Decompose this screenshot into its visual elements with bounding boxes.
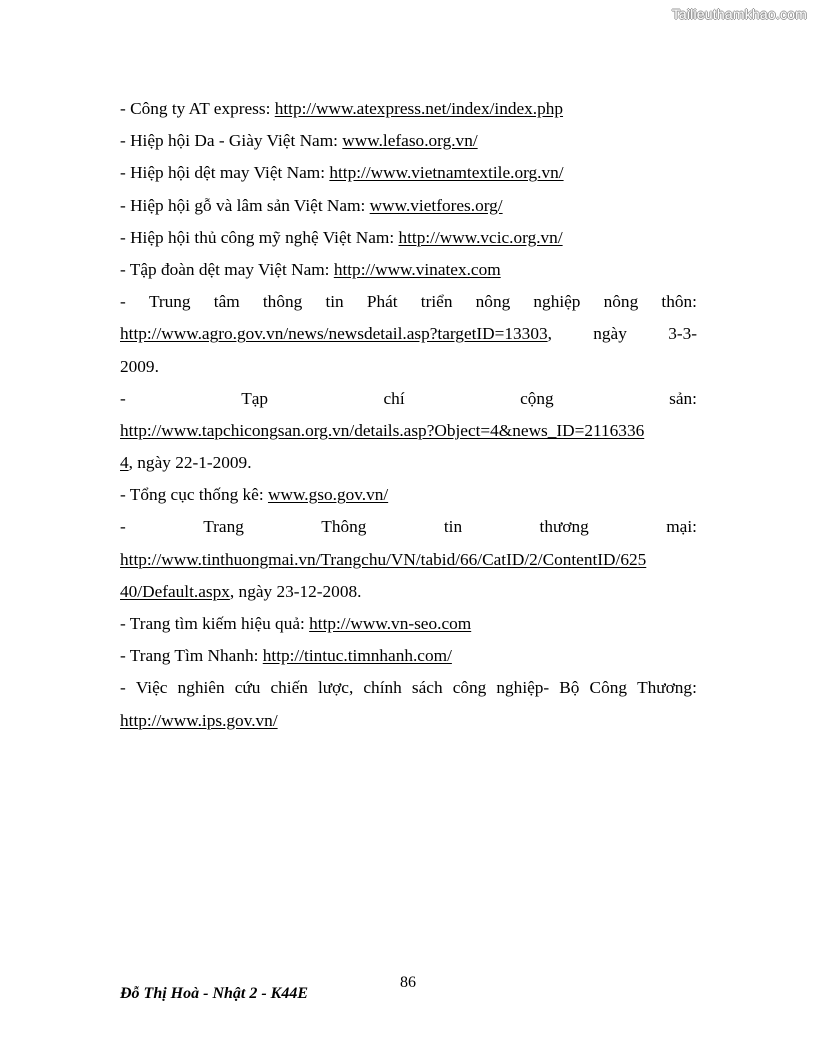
reference-link[interactable]: 4 (120, 453, 129, 473)
reference-link[interactable]: http://www.vcic.org.vn/ (398, 227, 563, 247)
reference-link[interactable]: www.gso.gov.vn/ (267, 485, 389, 505)
list-item-tinthuongmai-link (120, 544, 697, 576)
list-item-ips-link (120, 705, 697, 737)
list-item: - Hiệp hội thủ công mỹ nghệ Việt Nam: http://www.vcic.org.vn/ (120, 227, 563, 247)
reference-link[interactable]: http://www.vietnamtextile.org.vn/ (329, 163, 564, 183)
list-item-tapchi-heading: - Tạp chí cộng sản: (120, 388, 697, 408)
list-item-agro-link: http://www.agro.gov.vn/news/newsdetail.asp?targetID=13303, ngày 3-3- (120, 324, 697, 344)
list-item-tinthuongmai-tail: 40/Default.aspx, ngày 23-12-2008. (120, 581, 362, 601)
list-item: - Công ty AT express: http://www.atexpress.net/index/index.php (120, 99, 564, 118)
list-item-ips-heading: - Việc nghiên cứu chiến lược, chính sách công nghiệp- Bộ Công Thương: (120, 678, 697, 698)
list-item: - Hiệp hội dệt may Việt Nam: http://www.vietnamtextile.org.vn/ (120, 163, 564, 183)
reference-link[interactable]: http://www.atexpress.net/index/index.php (274, 99, 564, 118)
page-number: 86 (400, 974, 416, 991)
list-item-tinthuongmai-heading: - Trang Thông tin thương mại: (120, 517, 697, 537)
list-item: - Hiệp hội gỗ và lâm sản Việt Nam: www.vietfores.org/ (120, 195, 503, 215)
reference-link[interactable]: 40/Default.aspx (120, 581, 230, 601)
list-item-tapchi-tail: 4, ngày 22-1-2009. (120, 453, 252, 473)
reference-list (120, 93, 697, 737)
reference-link[interactable]: www.lefaso.org.vn/ (342, 131, 478, 151)
reference-link[interactable]: http://tintuc.timnhanh.com/ (262, 646, 452, 666)
footer-author: Đỗ Thị Hoà - Nhật 2 - K44E (120, 985, 309, 1002)
list-item-agro-tail: 2009. (120, 356, 159, 376)
reference-link[interactable]: http://www.ips.gov.vn/ (120, 710, 278, 730)
list-item: - Trang tìm kiếm hiệu quả: http://www.vn-seo.com (120, 614, 472, 633)
reference-link[interactable]: http://www.vn-seo.com (309, 614, 472, 633)
list-item: - Trang Tìm Nhanh: http://tintuc.timnhanh.com/ (120, 646, 452, 666)
list-item: - Tập đoàn dệt may Việt Nam: http://www.vinatex.com (120, 259, 501, 279)
list-item-agro-heading: - Trung tâm thông tin Phát triển nông nghiệp nông thôn: (120, 292, 697, 312)
list-item-tapchi-link (120, 415, 697, 447)
watermark: Tailieuthamkhao.com (671, 6, 807, 22)
reference-link[interactable]: http://www.agro.gov.vn/news/newsdetail.asp?targetID=13303 (120, 324, 548, 344)
list-item: - Tổng cục thống kê: www.gso.gov.vn/ (120, 485, 389, 505)
reference-link[interactable]: http://www.tinthuongmai.vn/Trangchu/VN/tabid/66/CatID/2/ContentID/625 (120, 549, 647, 569)
reference-link[interactable]: http://www.tapchicongsan.org.vn/details.asp?Object=4&news_ID=2116336 (120, 420, 645, 440)
reference-link[interactable]: http://www.vinatex.com (333, 259, 501, 279)
reference-link[interactable]: www.vietfores.org/ (369, 195, 503, 215)
list-item: - Hiệp hội Da - Giày Việt Nam: www.lefaso.org.vn/ (120, 131, 478, 151)
